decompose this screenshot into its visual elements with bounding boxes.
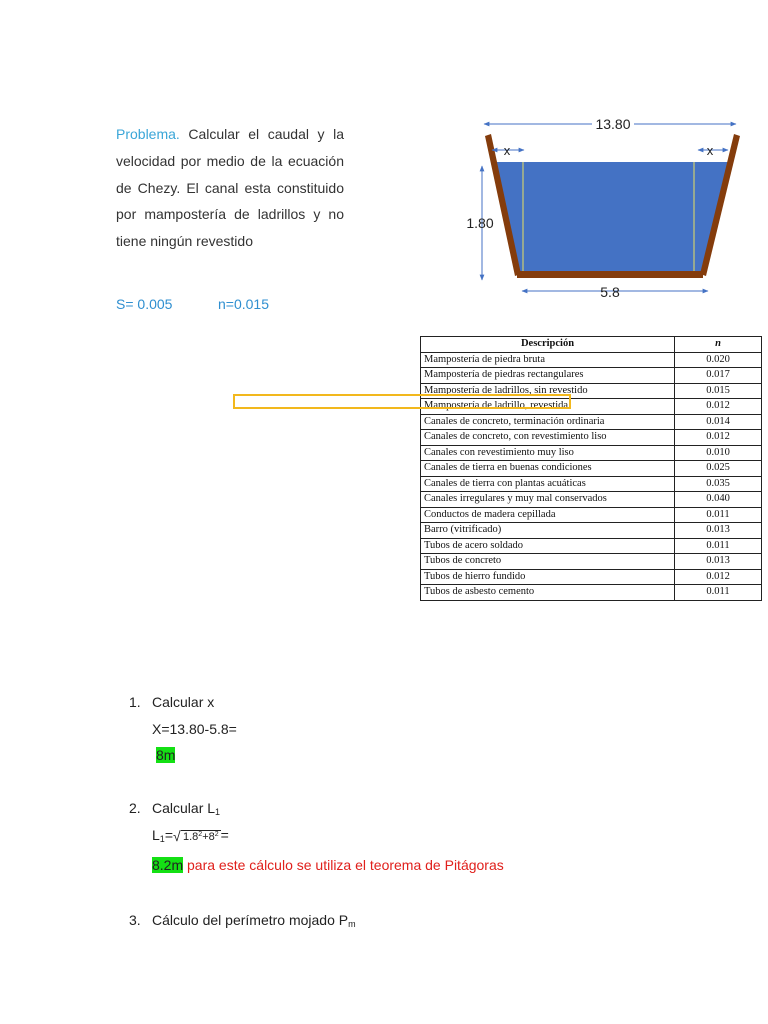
formula-eq: = (164, 827, 173, 843)
channel-floor (517, 271, 703, 278)
row-n: 0.011 (675, 507, 762, 523)
x-right-label: x (706, 143, 714, 158)
step-1-result-value: 8m (156, 747, 176, 763)
row-n: 0.012 (675, 569, 762, 585)
step-3-number: 3. (129, 912, 141, 928)
step-3-heading: Cálculo del perímetro mojado P (152, 912, 349, 928)
row-n: 0.011 (675, 585, 762, 601)
step-2-heading: Calcular L (152, 800, 216, 816)
formula-lhs: L (152, 827, 160, 843)
table-row (421, 461, 762, 477)
step-2-note: para este cálculo se utiliza el teorema de Pitágoras (183, 857, 504, 873)
sqrt-expression (173, 828, 221, 844)
bottom-width-label: 5.8 (600, 284, 620, 300)
row-description: Tubos de acero soldado (421, 538, 675, 554)
row-description: Mampostería de piedras rectangulares (421, 368, 675, 384)
step-2-number: 2. (129, 800, 141, 816)
table-row (421, 585, 762, 601)
row-description: Mampostería de ladrillo, revestida (421, 399, 675, 415)
row-description: Barro (vitrificado) (421, 523, 675, 539)
channel-diagram (460, 108, 750, 304)
row-n: 0.014 (675, 414, 762, 430)
row-n: 0.012 (675, 430, 762, 446)
row-description: Tubos de concreto (421, 554, 675, 570)
manning-table (420, 336, 762, 601)
step-1-result (156, 747, 175, 763)
step-2-title (129, 800, 220, 817)
row-n: 0.011 (675, 538, 762, 554)
step-2-result-value: 8.2m (152, 857, 184, 873)
row-description: Canales con revestimiento muy liso (421, 445, 675, 461)
radical-sign-icon: √ (173, 828, 181, 844)
row-description: Mampostería de ladrillos, sin revestido (421, 383, 675, 399)
row-description: Tubos de hierro fundido (421, 569, 675, 585)
step-2-formula (152, 827, 229, 844)
row-description: Canales de concreto, con revestimiento liso (421, 430, 675, 446)
row-description: Canales de tierra en buenas condiciones (421, 461, 675, 477)
row-n: 0.040 (675, 492, 762, 508)
top-width-label: 13.80 (595, 116, 631, 132)
table-row (421, 368, 762, 384)
problem-label: Problema. (116, 126, 180, 142)
table-row (421, 430, 762, 446)
row-highlight-box (233, 394, 571, 409)
table-row (421, 492, 762, 508)
row-description: Tubos de asbesto cemento (421, 585, 675, 601)
row-description: Mampostería de piedra bruta (421, 352, 675, 368)
header-description: Descripción (421, 337, 675, 353)
water-section (493, 162, 728, 274)
row-n: 0.015 (675, 383, 762, 399)
rad-term-a-exp: 2 (198, 831, 203, 838)
height-label: 1.80 (466, 215, 494, 231)
row-n: 0.013 (675, 554, 762, 570)
row-description: Conductos de madera cepillada (421, 507, 675, 523)
step-2-result (152, 857, 504, 873)
table-row (421, 352, 762, 368)
rad-term-b-exp: 2 (214, 831, 219, 838)
problem-statement (116, 121, 344, 255)
table-row (421, 476, 762, 492)
row-n: 0.025 (675, 461, 762, 477)
row-description: Canales de tierra con plantas acuáticas (421, 476, 675, 492)
slope-value: S= 0.005 (116, 296, 173, 312)
row-n: 0.017 (675, 368, 762, 384)
row-description: Canales irregulares y muy mal conservados (421, 492, 675, 508)
row-n: 0.012 (675, 399, 762, 415)
table-row (421, 538, 762, 554)
table-row (421, 569, 762, 585)
formula-end: = (220, 827, 229, 843)
problem-text: Calcular el caudal y la velocidad por medio de la ecuación de Chezy. El canal esta constituido por mampostería de ladrillos y no tiene ningún revestido (116, 126, 344, 250)
step-3-title (129, 912, 356, 929)
step-3-heading-sub: m (348, 919, 356, 929)
step-1-number: 1. (129, 694, 141, 710)
table-row (421, 445, 762, 461)
step-1-title (129, 694, 214, 710)
table-row (421, 507, 762, 523)
step-2-heading-sub: 1 (215, 807, 221, 817)
step-1-heading: Calcular x (152, 694, 215, 710)
table-row (421, 523, 762, 539)
row-n: 0.020 (675, 352, 762, 368)
x-left-label: x (503, 143, 511, 158)
formula-lhs-sub: 1 (159, 834, 165, 844)
manning-n-value: n=0.015 (218, 296, 269, 312)
table-row (421, 414, 762, 430)
row-n: 0.035 (675, 476, 762, 492)
rad-term-b: +8 (202, 831, 215, 843)
row-n: 0.013 (675, 523, 762, 539)
header-n: n (675, 337, 762, 353)
rad-term-a: 1.8 (183, 831, 199, 843)
table-row (421, 554, 762, 570)
row-description: Canales de concreto, terminación ordinaria (421, 414, 675, 430)
table-header-row (421, 337, 762, 353)
row-n: 0.010 (675, 445, 762, 461)
step-1-formula: X=13.80-5.8= (152, 721, 237, 737)
